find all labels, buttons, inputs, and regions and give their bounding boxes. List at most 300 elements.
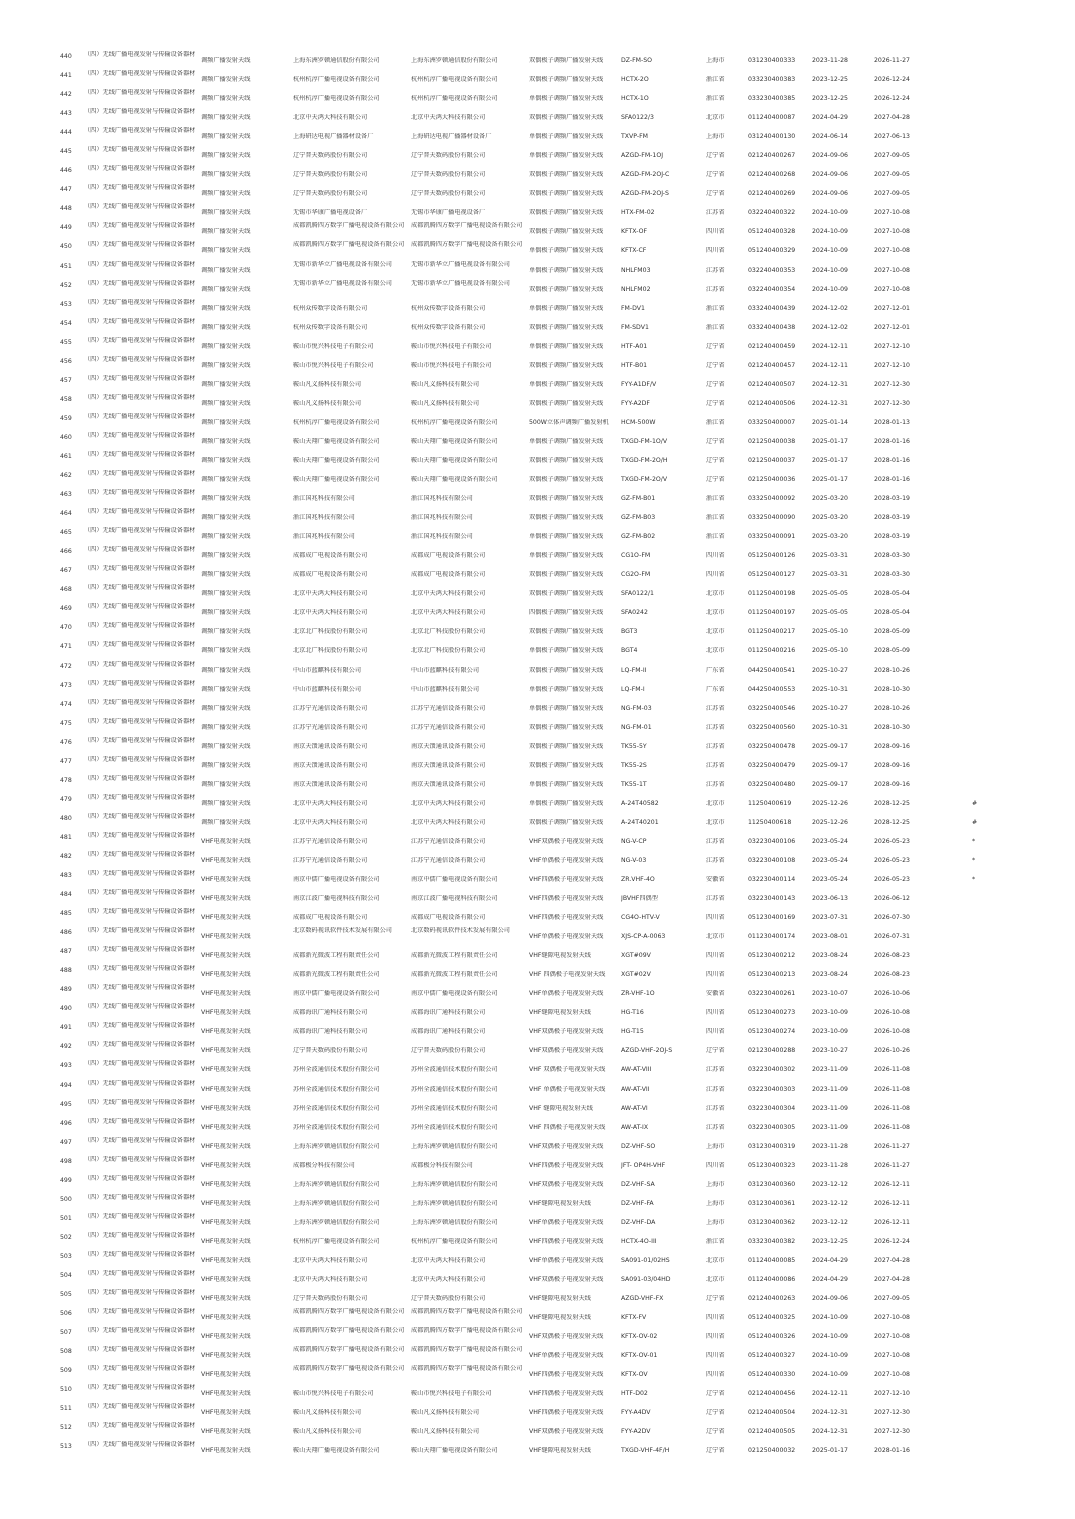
expiry-date-cell: 2026-11-27 — [874, 57, 910, 64]
expiry-date-cell: 2027-12-01 — [874, 323, 910, 331]
table-row — [0, 1289, 1075, 1308]
row-number: 472 — [60, 662, 72, 670]
manufacturer-cell: 成都海讯广通科技有限公司 — [411, 1028, 486, 1036]
issue-date-cell: 2024-09-06 — [812, 171, 848, 179]
applicant-cell: 鞍山凡义扬科技有限公司 — [293, 1428, 362, 1436]
province-cell: 江苏省 — [706, 1066, 725, 1074]
category-cell: （四）无线广播电视发射与传输设备器材 — [84, 1346, 196, 1354]
applicant-cell: 北京中天鸿大科技有限公司 — [293, 799, 368, 807]
applicant-cell: 南京中儒广播电视设备有限公司 — [293, 876, 380, 884]
table-row — [0, 1003, 1075, 1022]
manufacturer-cell: 江苏宁光通信设备有限公司 — [411, 704, 486, 712]
antenna-type-cell: VHF电视发射天线 — [201, 1047, 251, 1055]
row-number: 481 — [60, 833, 72, 841]
certificate-number-cell: 021240400263 — [748, 1295, 796, 1303]
table-row — [0, 165, 1075, 184]
table-row — [0, 832, 1075, 851]
manufacturer-cell: 鞍山市悦兴科技电子有限公司 — [411, 342, 492, 350]
antenna-type-cell: VHF电视发射天线 — [201, 856, 251, 864]
applicant-cell: 浙江国兆科技有限公司 — [293, 533, 355, 541]
expiry-date-cell: 2028-03-19 — [874, 514, 910, 522]
province-cell: 江苏省 — [706, 723, 725, 731]
expiry-date-cell: 2026-12-11 — [874, 1199, 910, 1207]
product-name-cell: VHF 缝隙电视发射天线 — [529, 1104, 593, 1112]
applicant-cell: 北京中天鸿大科技有限公司 — [293, 818, 368, 826]
certificate-number-cell: 11250400619 — [748, 799, 792, 807]
product-name-cell: 双偶极子调频广播发射天线 — [529, 171, 604, 179]
row-number: 474 — [60, 700, 72, 708]
table-row — [0, 394, 1075, 413]
certificate-number-cell: 051230400212 — [748, 952, 796, 960]
certificate-number-cell: 033250400092 — [748, 495, 796, 503]
applicant-cell: 鞍山市悦兴科技电子有限公司 — [293, 342, 374, 350]
category-cell: （四）无线广播电视发射与传输设备器材 — [84, 222, 196, 230]
province-cell: 四川省 — [706, 1009, 725, 1017]
antenna-type-cell: 调频广播发射天线 — [201, 476, 251, 484]
applicant-cell: 江苏宁光通信设备有限公司 — [293, 856, 368, 864]
table-row — [0, 222, 1075, 241]
province-cell: 上海市 — [706, 1180, 725, 1188]
expiry-date-cell: 2027-06-13 — [874, 133, 910, 141]
antenna-type-cell: VHF电视发射天线 — [201, 1142, 251, 1150]
issue-date-cell: 2023-05-24 — [812, 837, 848, 845]
product-name-cell: 双偶极子调频广播发射天线 — [529, 495, 604, 503]
manufacturer-cell: 辽宁普天数码股份有限公司 — [411, 171, 486, 179]
certificate-number-cell: 033250400007 — [748, 418, 796, 426]
row-number: 446 — [60, 167, 72, 175]
table-row — [0, 1156, 1075, 1175]
category-cell: （四）无线广播电视发射与传输设备器材 — [84, 1270, 196, 1277]
expiry-date-cell: 2027-12-10 — [874, 1390, 910, 1398]
row-number: 508 — [60, 1348, 72, 1356]
antenna-type-cell: VHF电视发射天线 — [201, 1256, 251, 1264]
expiry-date-cell: 2027-10-08 — [874, 1333, 910, 1341]
manufacturer-cell: 北京中天鸿大科技有限公司 — [411, 1276, 486, 1283]
category-cell: （四）无线广播电视发射与传输设备器材 — [84, 184, 196, 192]
antenna-type-cell: VHF电视发射天线 — [201, 1066, 251, 1074]
applicant-cell: 北京中天鸿大科技有限公司 — [293, 114, 368, 122]
certificate-number-cell: 032230400304 — [748, 1104, 796, 1112]
expiry-date-cell: 2026-05-23 — [874, 856, 910, 864]
table-row — [0, 946, 1075, 965]
product-name-cell: 四偶极子调频广播发射天线 — [529, 609, 604, 617]
category-cell: （四）无线广播电视发射与传输设备器材 — [84, 755, 196, 763]
manufacturer-cell: 苏州全波通信技术股份有限公司 — [411, 1066, 498, 1074]
row-number: 479 — [60, 795, 72, 803]
province-cell: 四川省 — [706, 1333, 725, 1341]
row-number: 444 — [60, 129, 72, 137]
certificate-number-cell: 032240400354 — [748, 285, 796, 293]
row-number: 505 — [60, 1291, 72, 1299]
antenna-type-cell: 调频广播发射天线 — [201, 209, 251, 217]
category-cell: （四）无线广播电视发射与传输设备器材 — [84, 546, 196, 554]
issue-date-cell: 2024-04-29 — [812, 1256, 848, 1264]
expiry-date-cell: 2028-05-04 — [874, 609, 910, 617]
table-row — [0, 908, 1075, 927]
category-cell: （四）无线广播电视发射与传输设备器材 — [84, 870, 196, 878]
issue-date-cell: 2023-08-24 — [812, 971, 848, 979]
issue-date-cell: 2025-03-20 — [812, 495, 848, 503]
antenna-type-cell: VHF电视发射天线 — [201, 1104, 251, 1112]
manufacturer-cell: 上海东洲罗顿通信股份有限公司 — [411, 1180, 498, 1188]
issue-date-cell: 2023-11-28 — [812, 57, 848, 64]
product-name-cell: VHF双偶极子电视发射天线 — [529, 837, 604, 845]
applicant-cell: 鞍山市悦兴科技电子有限公司 — [293, 1390, 374, 1398]
expiry-date-cell: 2026-10-26 — [874, 1047, 910, 1055]
applicant-cell: 上海东洲罗顿通信股份有限公司 — [293, 1199, 380, 1207]
remark-mark-cell: # — [972, 818, 978, 826]
model-cell: FYY-A2DF — [621, 399, 650, 407]
table-row — [0, 470, 1075, 489]
antenna-type-cell: 调频广播发射天线 — [201, 380, 251, 388]
applicant-cell: 北京中天鸿大科技有限公司 — [293, 1256, 368, 1264]
antenna-type-cell: VHF电视发射天线 — [201, 1314, 251, 1322]
antenna-type-cell: 调频广播发射天线 — [201, 114, 251, 122]
row-number: 466 — [60, 548, 72, 556]
category-cell: （四）无线广播电视发射与传输设备器材 — [84, 641, 196, 649]
category-cell: （四）无线广播电视发射与传输设备器材 — [84, 70, 196, 78]
category-cell: （四）无线广播电视发射与传输设备器材 — [84, 1422, 196, 1430]
category-cell: （四）无线广播电视发射与传输设备器材 — [84, 1231, 196, 1239]
province-cell: 北京市 — [706, 933, 725, 941]
issue-date-cell: 2023-11-28 — [812, 1161, 848, 1169]
model-cell: HG-T16 — [621, 1009, 644, 1017]
product-name-cell: VHF双偶极子电视发射天线 — [529, 1276, 604, 1283]
row-number: 492 — [60, 1043, 72, 1051]
issue-date-cell: 2025-01-14 — [812, 418, 848, 426]
manufacturer-cell: 成都凯腾四方数字广播电视设备有限公司 — [411, 222, 523, 230]
certificate-number-cell: 021250400037 — [748, 456, 796, 464]
product-name-cell: 双偶极子调频广播发射天线 — [529, 742, 604, 750]
table-row — [0, 1346, 1075, 1365]
certificate-number-cell: 021240400456 — [748, 1390, 796, 1398]
applicant-cell: 成都海讯广通科技有限公司 — [293, 1028, 368, 1036]
model-cell: KFTX-FV — [621, 1314, 647, 1322]
row-number: 470 — [60, 624, 72, 632]
product-name-cell: VHF缝隙电视发射天线 — [529, 952, 591, 960]
manufacturer-cell: 南京天馈通讯设备有限公司 — [411, 780, 486, 788]
manufacturer-cell: 苏州全波通信技术股份有限公司 — [411, 1104, 498, 1112]
product-name-cell: 单偶极子调频广播发射天线 — [529, 380, 604, 388]
model-cell: FYY-A1DF/V — [621, 380, 657, 388]
product-name-cell: VHF双偶极子电视发射天线 — [529, 1333, 604, 1341]
product-name-cell: VHF单偶极子电视发射天线 — [529, 856, 604, 864]
category-cell: （四）无线广播电视发射与传输设备器材 — [84, 774, 196, 782]
category-cell: （四）无线广播电视发射与传输设备器材 — [84, 1308, 196, 1316]
row-number: 499 — [60, 1176, 72, 1184]
manufacturer-cell: 江苏宁光通信设备有限公司 — [411, 856, 486, 864]
province-cell: 四川省 — [706, 952, 725, 960]
row-number: 456 — [60, 357, 72, 365]
product-name-cell: VHF四偶极子电视发射天线 — [529, 1161, 604, 1169]
category-cell: （四）无线广播电视发射与传输设备器材 — [84, 946, 196, 954]
certificate-number-cell: 021250400038 — [748, 437, 796, 445]
row-number: 488 — [60, 967, 72, 975]
issue-date-cell: 2025-05-10 — [812, 628, 848, 636]
row-number: 504 — [60, 1272, 72, 1279]
province-cell: 江苏省 — [706, 1085, 725, 1093]
province-cell: 北京市 — [706, 799, 725, 807]
antenna-type-cell: VHF电视发射天线 — [201, 1276, 251, 1283]
antenna-type-cell: VHF电视发射天线 — [201, 1009, 251, 1017]
product-name-cell: 双偶极子调频广播发射天线 — [529, 114, 604, 122]
manufacturer-cell: 成都新光微波工程有限责任公司 — [411, 971, 498, 979]
certificate-number-cell: 033230400382 — [748, 1237, 796, 1245]
certificate-number-cell: 051230400273 — [748, 1009, 796, 1017]
antenna-type-cell: 调频广播发射天线 — [201, 399, 251, 407]
row-number: 457 — [60, 376, 72, 384]
table-row — [0, 489, 1075, 508]
issue-date-cell: 2025-09-17 — [812, 780, 848, 788]
manufacturer-cell: 鞍山凡义扬科技有限公司 — [411, 1409, 480, 1417]
row-number: 482 — [60, 852, 72, 860]
category-cell: （四）无线广播电视发射与传输设备器材 — [84, 698, 196, 706]
row-number: 507 — [60, 1329, 72, 1337]
row-number: 500 — [60, 1195, 72, 1203]
manufacturer-cell: 成都凯腾四方数字广播电视设备有限公司 — [411, 241, 523, 249]
certificate-number-cell: 051240400329 — [748, 247, 796, 255]
model-cell: SFA0122/3 — [621, 114, 654, 122]
manufacturer-cell: 无锡市新华立广播电视设备有限公司 — [411, 260, 510, 268]
row-number: 454 — [60, 319, 72, 327]
issue-date-cell: 2024-09-06 — [812, 190, 848, 198]
certificate-number-cell: 032230400302 — [748, 1066, 796, 1074]
row-number: 503 — [60, 1252, 72, 1260]
model-cell: NHLFM03 — [621, 266, 651, 274]
province-cell: 辽宁省 — [706, 361, 725, 369]
row-number: 442 — [60, 91, 72, 99]
model-cell: BGT4 — [621, 647, 638, 655]
model-cell: AW-AT-VI — [621, 1104, 648, 1112]
province-cell: 四川省 — [706, 247, 725, 255]
product-name-cell: VHF四偶极子电视发射天线 — [529, 1409, 604, 1417]
antenna-type-cell: 调频广播发射天线 — [201, 247, 251, 255]
table-row — [0, 1213, 1075, 1232]
table-row — [0, 1041, 1075, 1060]
table-row — [0, 565, 1075, 584]
row-number: 495 — [60, 1100, 72, 1108]
category-cell: （四）无线广播电视发射与传输设备器材 — [84, 355, 196, 363]
category-cell: （四）无线广播电视发射与传输设备器材 — [84, 298, 196, 306]
category-cell: （四）无线广播电视发射与传输设备器材 — [84, 603, 196, 611]
manufacturer-cell: 鞍山凡义扬科技有限公司 — [411, 399, 480, 407]
applicant-cell: 成都成广电视设备有限公司 — [293, 571, 368, 579]
issue-date-cell: 2024-10-09 — [812, 1352, 848, 1360]
certificate-number-cell: 032230400114 — [748, 876, 796, 884]
row-number: 459 — [60, 414, 72, 422]
model-cell: CG4O-HTV-V — [621, 914, 660, 922]
table-row — [0, 1080, 1075, 1099]
manufacturer-cell: 成都凯腾四方数字广播电视设备有限公司 — [411, 1308, 523, 1316]
province-cell: 辽宁省 — [706, 342, 725, 350]
manufacturer-cell: 中山市蓝麒科技有限公司 — [411, 685, 480, 693]
manufacturer-cell: 南京中儒广播电视设备有限公司 — [411, 990, 498, 998]
expiry-date-cell: 2027-09-05 — [874, 190, 910, 198]
certificate-number-cell: 051230400323 — [748, 1161, 796, 1169]
category-cell: （四）无线广播电视发射与传输设备器材 — [84, 336, 196, 344]
issue-date-cell: 2024-10-09 — [812, 1371, 848, 1379]
certificate-number-cell: 021240400505 — [748, 1428, 796, 1436]
antenna-type-cell: 调频广播发射天线 — [201, 228, 251, 236]
row-number: 506 — [60, 1310, 72, 1318]
issue-date-cell: 2023-10-27 — [812, 1047, 848, 1055]
applicant-cell: 成都成广电视设备有限公司 — [293, 914, 368, 922]
province-cell: 四川省 — [706, 228, 725, 236]
manufacturer-cell: 成都海讯广通科技有限公司 — [411, 1009, 486, 1017]
table-row — [0, 1175, 1075, 1194]
province-cell: 辽宁省 — [706, 1409, 725, 1417]
model-cell: DZ-VHF-SA — [621, 1180, 655, 1188]
certificate-number-cell: 011230400174 — [748, 933, 796, 941]
table-row — [0, 261, 1075, 280]
row-number: 467 — [60, 567, 72, 575]
expiry-date-cell: 2028-01-16 — [874, 456, 910, 464]
applicant-cell: 鞍山凡义扬科技有限公司 — [293, 399, 362, 407]
applicant-cell: 鞍山天翔广播电视设备有限公司 — [293, 476, 380, 484]
model-cell: NG-V-CP — [621, 837, 647, 845]
issue-date-cell: 2024-12-11 — [812, 342, 848, 350]
row-number: 461 — [60, 452, 72, 460]
expiry-date-cell: 2027-12-30 — [874, 399, 910, 407]
province-cell: 四川省 — [706, 914, 725, 922]
row-number: 487 — [60, 948, 72, 956]
remark-mark-cell: * — [972, 876, 976, 884]
certificate-number-cell: 032230400143 — [748, 895, 796, 903]
antenna-type-cell: 调频广播发射天线 — [201, 514, 251, 522]
expiry-date-cell: 2027-10-08 — [874, 228, 910, 236]
category-cell: （四）无线广播电视发射与传输设备器材 — [84, 1041, 196, 1049]
category-cell: （四）无线广播电视发射与传输设备器材 — [84, 450, 196, 458]
antenna-type-cell: 调频广播发射天线 — [201, 342, 251, 350]
table-row — [0, 413, 1075, 432]
expiry-date-cell: 2027-10-08 — [874, 247, 910, 255]
product-name-cell: VHF单偶极子电视发射天线 — [529, 1352, 604, 1360]
category-cell: （四）无线广播电视发射与传输设备器材 — [84, 1060, 196, 1068]
category-cell: （四）无线广播电视发射与传输设备器材 — [84, 1250, 196, 1258]
table-row — [0, 584, 1075, 603]
table-row — [0, 318, 1075, 337]
table-row — [0, 927, 1075, 946]
certificate-number-cell: 033240400438 — [748, 323, 796, 331]
table-row — [0, 813, 1075, 832]
table-row — [0, 1194, 1075, 1213]
table-row — [0, 1384, 1075, 1403]
manufacturer-cell: 杭州众传数字设备有限公司 — [411, 323, 486, 331]
expiry-date-cell: 2026-11-08 — [874, 1085, 910, 1093]
expiry-date-cell: 2028-01-16 — [874, 1447, 910, 1455]
product-name-cell: 单偶极子调频广播发射天线 — [529, 95, 604, 103]
certificate-number-cell: 051240400330 — [748, 1371, 796, 1379]
expiry-date-cell: 2026-08-23 — [874, 952, 910, 960]
certificate-number-cell: 031230400319 — [748, 1142, 796, 1150]
product-name-cell: VHF 单偶极子电视发射天线 — [529, 1085, 606, 1093]
table-row — [0, 965, 1075, 984]
model-cell: CG1O-FM — [621, 552, 651, 560]
province-cell: 四川省 — [706, 1028, 725, 1036]
category-cell: （四）无线广播电视发射与传输设备器材 — [84, 1098, 196, 1106]
manufacturer-cell: 杭州杭淳广播电视设备有限公司 — [411, 95, 498, 103]
category-cell: （四）无线广播电视发射与传输设备器材 — [84, 51, 196, 58]
row-number: 490 — [60, 1005, 72, 1013]
certificate-number-cell: 032250400479 — [748, 761, 796, 769]
product-name-cell: VHF双偶极子电视发射天线 — [529, 1180, 604, 1188]
certificate-number-cell: 011240400085 — [748, 1256, 796, 1264]
product-name-cell: 单偶极子调频广播发射天线 — [529, 152, 604, 160]
expiry-date-cell: 2026-12-24 — [874, 76, 910, 84]
applicant-cell: 鞍山凡义扬科技有限公司 — [293, 380, 362, 388]
certificate-number-cell: 051250400126 — [748, 552, 796, 560]
row-number: 511 — [60, 1405, 72, 1413]
antenna-type-cell: VHF电视发射天线 — [201, 837, 251, 845]
expiry-date-cell: 2028-01-16 — [874, 476, 910, 484]
product-name-cell: VHF 四偶极子电视发射天线 — [529, 1123, 606, 1131]
province-cell: 北京市 — [706, 609, 725, 617]
product-name-cell: 双偶极子调频广播发射天线 — [529, 628, 604, 636]
model-cell: HTX-FM-02 — [621, 209, 655, 217]
issue-date-cell: 2024-12-31 — [812, 1409, 848, 1417]
antenna-type-cell: VHF电视发射天线 — [201, 1218, 251, 1226]
applicant-cell: 浙江国兆科技有限公司 — [293, 514, 355, 522]
product-name-cell: 单偶极子调频广播发射天线 — [529, 552, 604, 560]
expiry-date-cell: 2026-12-24 — [874, 1237, 910, 1245]
applicant-cell: 成都凯腾四方数字广播电视设备有限公司 — [293, 1327, 405, 1335]
table-row — [0, 1251, 1075, 1270]
province-cell: 上海市 — [706, 57, 725, 64]
certificate-number-cell: 031230400362 — [748, 1218, 796, 1226]
category-cell: （四）无线广播电视发射与传输设备器材 — [84, 279, 196, 287]
expiry-date-cell: 2026-10-08 — [874, 1028, 910, 1036]
manufacturer-cell: 杭州杭淳广播电视设备有限公司 — [411, 418, 498, 426]
certificate-number-cell: 031230400361 — [748, 1199, 796, 1207]
province-cell: 辽宁省 — [706, 1447, 725, 1455]
row-number: 486 — [60, 929, 72, 937]
issue-date-cell: 2023-08-01 — [812, 933, 848, 941]
applicant-cell: 成都海讯广通科技有限公司 — [293, 1009, 368, 1017]
certificate-number-cell: 021240400507 — [748, 380, 796, 388]
province-cell: 北京市 — [706, 628, 725, 636]
province-cell: 浙江省 — [706, 304, 725, 312]
remark-mark-cell: * — [972, 837, 976, 845]
applicant-cell: 北京中天鸿大科技有限公司 — [293, 609, 368, 617]
model-cell: KFTX-CF — [621, 247, 647, 255]
category-cell: （四）无线广播电视发射与传输设备器材 — [84, 812, 196, 820]
table-row — [0, 851, 1075, 870]
model-cell: LQ-FM-I — [621, 685, 645, 693]
category-cell: （四）无线广播电视发射与传输设备器材 — [84, 431, 196, 439]
issue-date-cell: 2023-05-24 — [812, 856, 848, 864]
expiry-date-cell: 2028-10-30 — [874, 723, 910, 731]
row-number: 484 — [60, 891, 72, 899]
applicant-cell: 上海东洲罗顿通信股份有限公司 — [293, 57, 380, 64]
product-name-cell: 双偶极子调频广播发射天线 — [529, 285, 604, 293]
issue-date-cell: 2024-12-31 — [812, 380, 848, 388]
table-row — [0, 1099, 1075, 1118]
table-row — [0, 356, 1075, 375]
province-cell: 辽宁省 — [706, 1428, 725, 1436]
issue-date-cell: 2023-12-25 — [812, 76, 848, 84]
certificate-number-cell: 032230400261 — [748, 990, 796, 998]
certificate-number-cell: 031240400130 — [748, 133, 796, 141]
manufacturer-cell: 无锡市新华立广播电视设备有限公司 — [411, 279, 510, 287]
table-row — [0, 622, 1075, 641]
applicant-cell: 杭州杭淳广播电视设备有限公司 — [293, 1237, 380, 1245]
product-name-cell: 双偶极子调频广播发射天线 — [529, 209, 604, 217]
category-cell: （四）无线广播电视发射与传输设备器材 — [84, 317, 196, 325]
certificate-number-cell: 011240400086 — [748, 1276, 796, 1283]
certificate-number-cell: 033230400383 — [748, 76, 796, 84]
province-cell: 辽宁省 — [706, 1390, 725, 1398]
issue-date-cell: 2024-10-09 — [812, 266, 848, 274]
